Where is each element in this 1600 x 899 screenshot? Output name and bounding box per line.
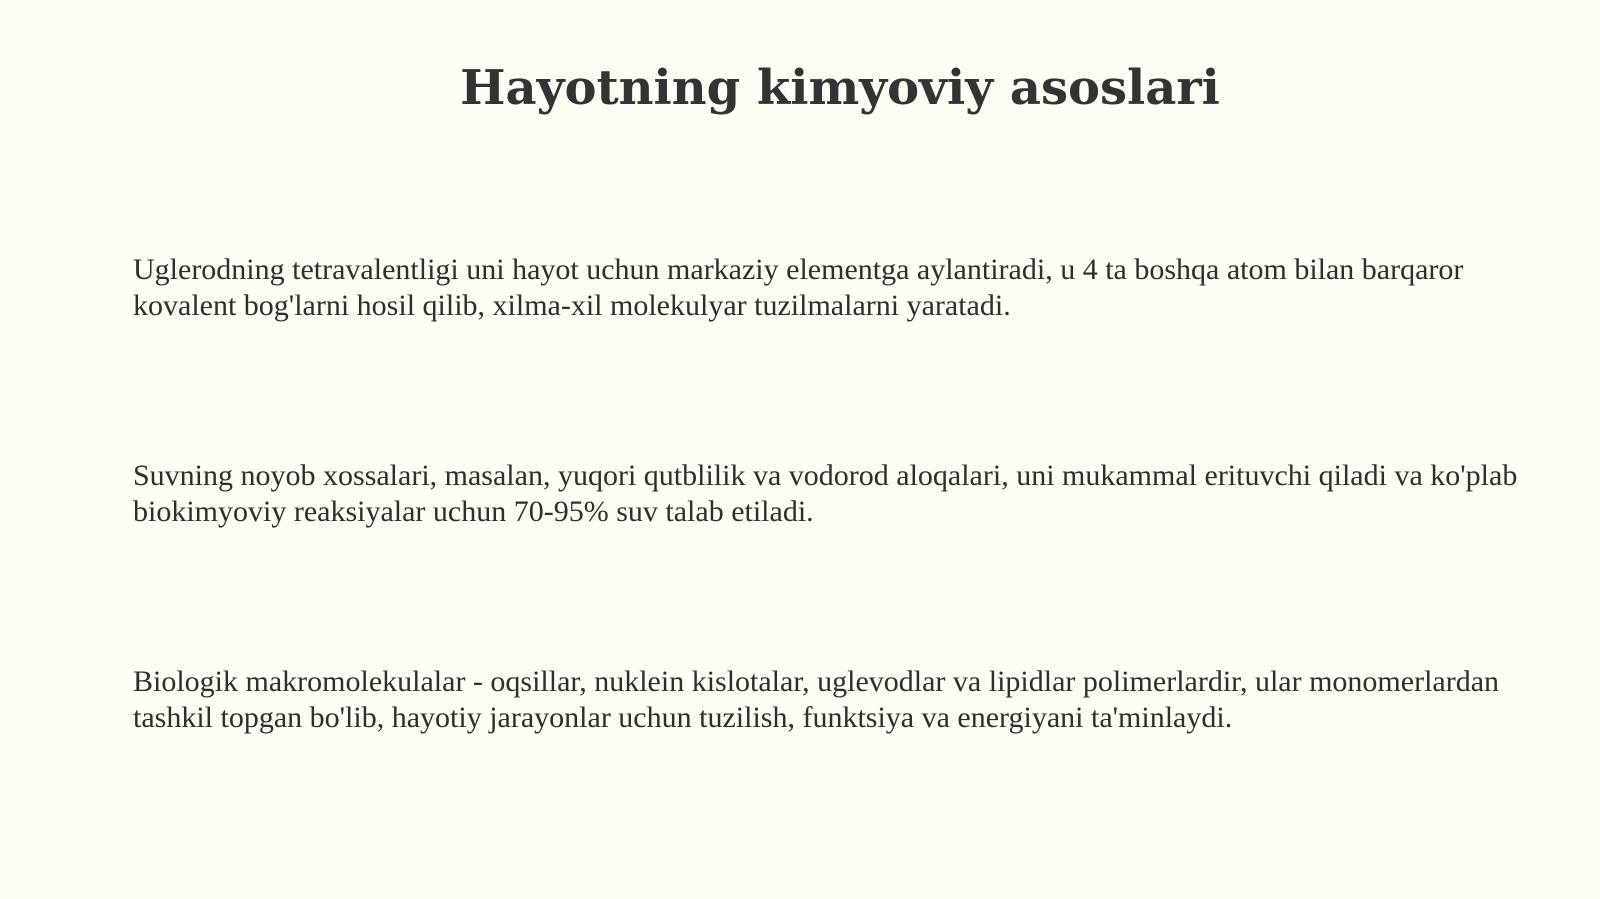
paragraph-macromolecules: Biologik makromolekulalar - oqsillar, nuklein kislotalar, uglevodlar va lipidlar polimerlardir, ular monomerlardan tashkil topgan bo'lib, hayotiy jarayonlar uchun tuzilish, funktsiya va energiyani ta'minlaydi. [133,665,1500,734]
paragraph-water: Suvning noyob xossalari, masalan, yuqori qutblilik va vodorod aloqalari, uni mukammal erituvchi qiladi va ko'plab biokimyoviy reaksiyalar uchun 70-95% suv talab etiladi. [133,459,1518,528]
paragraph-carbon: Uglerodning tetravalentligi uni hayot uchun markaziy elementga aylantiradi, u 4 ta boshqa atom bilan barqaror kovalent bog'larni hosil qilib, xilma-xil molekulyar tuzilmalarni yaratadi. [133,253,1464,322]
slide-title: Hayotning kimyoviy asoslari [460,60,1220,116]
